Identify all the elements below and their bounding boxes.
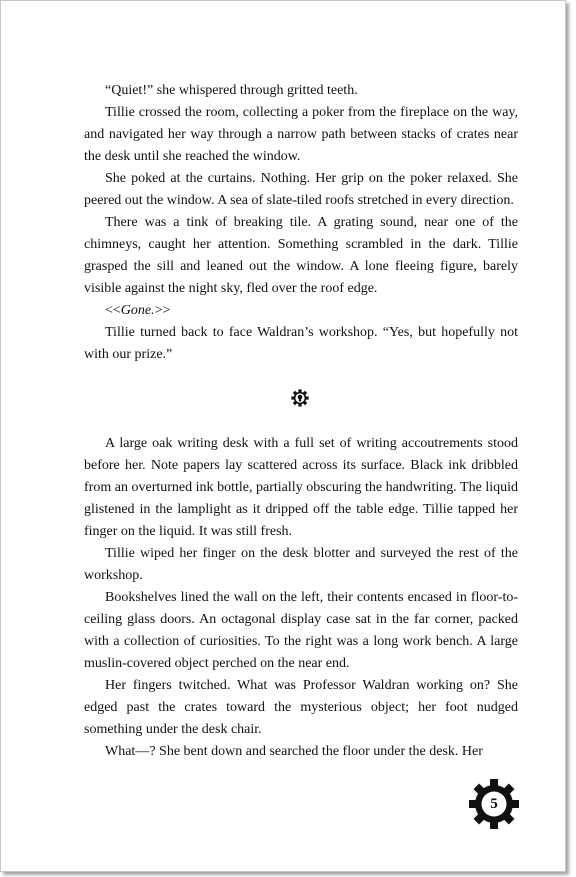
paragraph: Her fingers twitched. What was Professor Waldran working on? She edged past the crates toward the mysterious object; her foot nudged something under the desk chair. — [84, 678, 518, 737]
paragraph: There was a tink of breaking tile. A grating sound, near one of the chimneys, caught her attention. Something scrambled in the dark. Tillie grasped the sill and leaned out the window. A lone fleeing figure, barely visible against the night sky, fled over the roof edge. — [84, 215, 518, 296]
page-number: 5 — [490, 796, 498, 812]
paragraph: Tillie turned back to face Waldran’s workshop. “Yes, but hopefully not with our prize.” — [84, 325, 518, 362]
paragraph: Tillie crossed the room, collecting a poker from the fireplace on the way, and navigated her way through a narrow path between stacks of crates near the desk until she reached the window. — [84, 105, 518, 164]
paragraph: She poked at the curtains. Nothing. Her grip on the poker relaxed. She peered out the window. A sea of slate-tiled roofs stretched in every direction. — [84, 171, 518, 208]
gear-lightbulb-icon — [291, 389, 309, 407]
scene-one-text — [84, 80, 518, 366]
page-number-badge — [469, 779, 519, 829]
paragraph: Tillie wiped her finger on the desk blotter and surveyed the rest of the workshop. — [84, 546, 518, 583]
paragraph: “Quiet!” she whispered through gritted teeth. — [105, 83, 358, 98]
thought-line — [84, 300, 518, 322]
paragraph: What—? She bent down and searched the floor under the desk. Her — [105, 744, 483, 759]
thought-open: << — [105, 303, 121, 318]
thought-text: Gone. — [120, 303, 155, 318]
paragraph: Bookshelves lined the wall on the left, their contents encased in floor-to-ceiling glass doors. An octagonal display case sat in the far corner, packed with a collection of curiosities. To the right was a long work bench. A large muslin-covered object perched on the near end. — [84, 590, 518, 671]
scene-two-text — [84, 433, 518, 763]
thought-close: >> — [154, 303, 171, 318]
paragraph: A large oak writing desk with a full set of writing accoutrements stood before her. Note papers lay scattered across its surface. Black ink dribbled from an overturned ink bottle, partially obscuring the handwriting. The liquid glistened in the lamplight as it dripped off the table edge. Tillie tapped her finger on the liquid. It was still fresh. — [84, 436, 518, 539]
